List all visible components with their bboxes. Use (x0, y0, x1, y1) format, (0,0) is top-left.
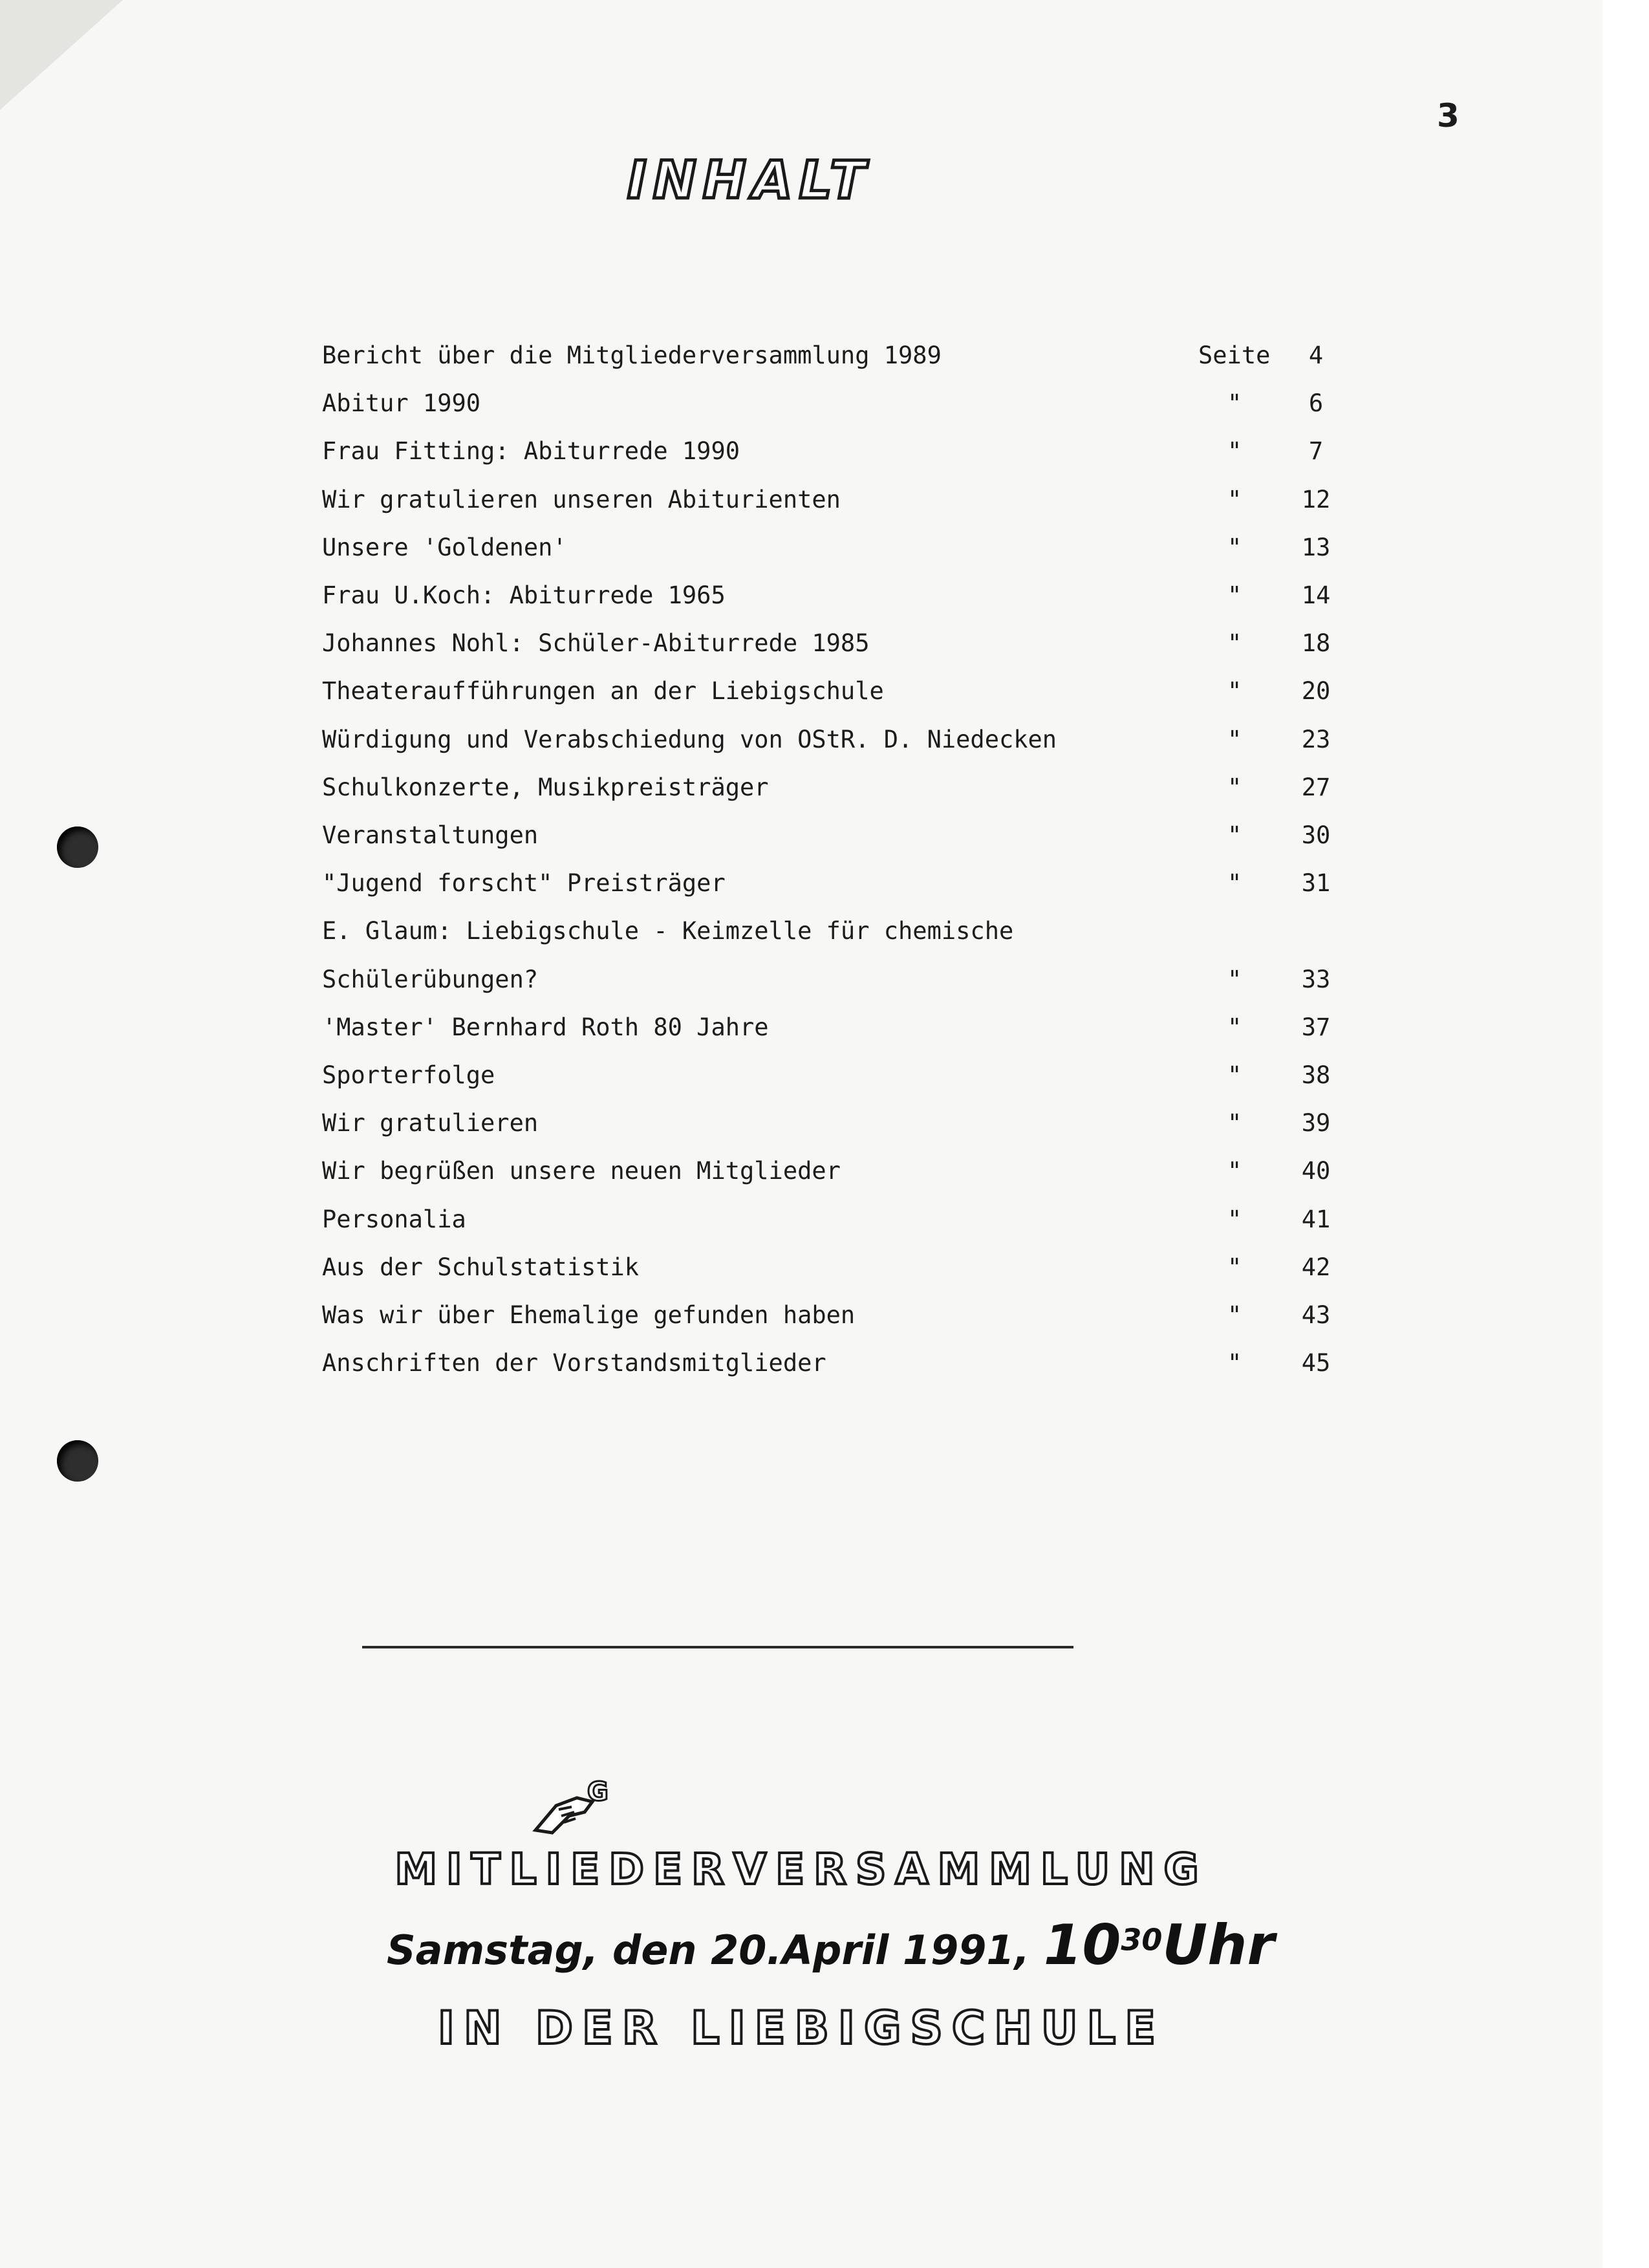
toc-entry-ditto-mark: " (1227, 966, 1242, 993)
toc-entry (322, 773, 1370, 812)
toc-entry-title: Wir gratulieren (322, 1109, 539, 1137)
toc-entry-title: Schulkonzerte, Musikpreisträger (322, 773, 769, 801)
toc-entry (322, 726, 1370, 764)
flyer-time-suffix: Uhr (1162, 1913, 1275, 1978)
toc-entry-title: Veranstaltungen (322, 821, 539, 849)
toc-entry-ditto-mark: " (1227, 437, 1242, 465)
toc-entry-page: 20 (1301, 677, 1331, 705)
toc-entry (322, 581, 1370, 620)
toc-entry-page: 14 (1301, 581, 1331, 609)
toc-entry (322, 1109, 1370, 1148)
punch-hole-upper (57, 826, 98, 868)
toc-entry-page: 30 (1301, 821, 1331, 849)
toc-entry-ditto-mark: " (1227, 389, 1242, 417)
flyer-date-text: Samstag, den 20.April 1991, (387, 1927, 1030, 1974)
folded-corner (0, 0, 123, 110)
toc-entry (322, 821, 1370, 860)
toc-entry (322, 1013, 1370, 1052)
toc-entry-page: 13 (1301, 534, 1331, 561)
toc-entry-title: Abitur 1990 (322, 389, 481, 417)
toc-entry-ditto-mark: " (1227, 1061, 1242, 1089)
toc-entry-page: 37 (1301, 1013, 1331, 1041)
toc-entry-page: 4 (1308, 341, 1324, 369)
toc-entry (322, 1301, 1370, 1340)
toc-entry (322, 677, 1370, 716)
toc-entry-ditto-mark: " (1227, 869, 1242, 897)
toc-entry-ditto-mark: " (1227, 486, 1242, 513)
toc-entry-ditto-mark: " (1227, 1205, 1242, 1233)
toc-entry (322, 966, 1370, 1004)
toc-entry-page: 27 (1301, 773, 1331, 801)
toc-entry-title: "Jugend forscht" Preisträger (322, 869, 726, 897)
contents-title: INHALT (627, 150, 872, 210)
toc-entry-ditto-mark: " (1227, 1109, 1242, 1137)
toc-entry-ditto-mark: " (1227, 773, 1242, 801)
toc-entry-page: 42 (1301, 1253, 1331, 1281)
toc-entry-title: Unsere 'Goldenen' (322, 534, 567, 561)
toc-entry-page: 38 (1301, 1061, 1331, 1089)
toc-entry-page: 43 (1301, 1301, 1331, 1329)
toc-entry (322, 486, 1370, 524)
toc-entry-page: 33 (1301, 966, 1331, 993)
svg-text:G: G (587, 1777, 609, 1807)
toc-entry (322, 1061, 1370, 1100)
flyer-time-hour: 10 (1043, 1913, 1121, 1978)
section-divider (362, 1646, 1073, 1648)
toc-entry-page: 39 (1301, 1109, 1331, 1137)
toc-entry-page: 40 (1301, 1157, 1331, 1185)
scan-margin (1602, 0, 1649, 2268)
toc-entry (322, 869, 1370, 908)
toc-entry (322, 1349, 1370, 1388)
toc-entry-page: 18 (1301, 629, 1331, 657)
toc-entry-title: Theateraufführungen an der Liebigschule (322, 677, 884, 705)
toc-entry-title: Bericht über die Mitgliederversammlung 1989 (322, 341, 942, 369)
toc-entry-title: Anschriften der Vorstandsmitglieder (322, 1349, 826, 1377)
flyer-headline-assembly: MITLIEDERVERSAMMLUNG (394, 1844, 1208, 1894)
toc-entry (322, 341, 1370, 380)
toc-entry-ditto-mark: " (1227, 677, 1242, 705)
toc-entry (322, 534, 1370, 572)
toc-entry (322, 389, 1370, 428)
punch-hole-lower (57, 1440, 98, 1482)
liebig-hand-logo-icon (530, 1773, 614, 1838)
toc-entry-title: Was wir über Ehemalige gefunden haben (322, 1301, 856, 1329)
toc-entry-title: Johannes Nohl: Schüler-Abiturrede 1985 (322, 629, 870, 657)
toc-entry-page: 6 (1308, 389, 1324, 417)
toc-entry-ditto-mark: " (1227, 581, 1242, 609)
toc-entry-title: Wir gratulieren unseren Abiturienten (322, 486, 841, 513)
flyer-time-minutes: 30 (1121, 1922, 1163, 1958)
toc-entry-page: 12 (1301, 486, 1331, 513)
toc-entry (322, 1253, 1370, 1292)
toc-entry-ditto-mark: " (1227, 821, 1242, 849)
toc-entry (322, 1157, 1370, 1196)
toc-entry-page: 7 (1308, 437, 1324, 465)
toc-entry-page: 31 (1301, 869, 1331, 897)
toc-entry-title: Sporterfolge (322, 1061, 495, 1089)
toc-entry (322, 917, 1370, 956)
toc-entry-title: Aus der Schulstatistik (322, 1253, 640, 1281)
toc-entry-title: Personalia (322, 1205, 466, 1233)
toc-entry-ditto-mark: " (1227, 1157, 1242, 1185)
toc-entry (322, 1205, 1370, 1244)
toc-entry-title: E. Glaum: Liebigschule - Keimzelle für chemische (322, 917, 1014, 945)
toc-entry-ditto-mark: " (1227, 629, 1242, 657)
toc-entry-title: 'Master' Bernhard Roth 80 Jahre (322, 1013, 769, 1041)
toc-entry-ditto-mark: " (1227, 1253, 1242, 1281)
toc-entry-page: 45 (1301, 1349, 1331, 1377)
toc-entry-ditto-mark: " (1227, 534, 1242, 561)
toc-entry-ditto-mark: " (1227, 1013, 1242, 1041)
toc-entry-title: Frau Fitting: Abiturrede 1990 (322, 437, 740, 465)
toc-entry-ditto-mark: " (1227, 1301, 1242, 1329)
toc-entry-ditto-mark: " (1227, 726, 1242, 753)
toc-entry-ditto-mark: " (1227, 1349, 1242, 1377)
toc-entry (322, 629, 1370, 668)
page-number: 3 (1437, 97, 1460, 135)
toc-entry-title: Wir begrüßen unsere neuen Mitglieder (322, 1157, 841, 1185)
toc-entry-page: 41 (1301, 1205, 1331, 1233)
toc-entry-seite-label: Seite (1198, 341, 1271, 369)
toc-entry-page: 23 (1301, 726, 1331, 753)
toc-entry-title: Schülerübungen? (322, 966, 539, 993)
flyer-date-line (387, 1913, 1275, 1978)
toc-entry (322, 437, 1370, 476)
flyer-headline-location: IN DER LIEBIGSCHULE (437, 2002, 1165, 2055)
toc-entry-title: Würdigung und Verabschiedung von OStR. D. Niedecken (322, 726, 1057, 753)
toc-entry-title: Frau U.Koch: Abiturrede 1965 (322, 581, 726, 609)
